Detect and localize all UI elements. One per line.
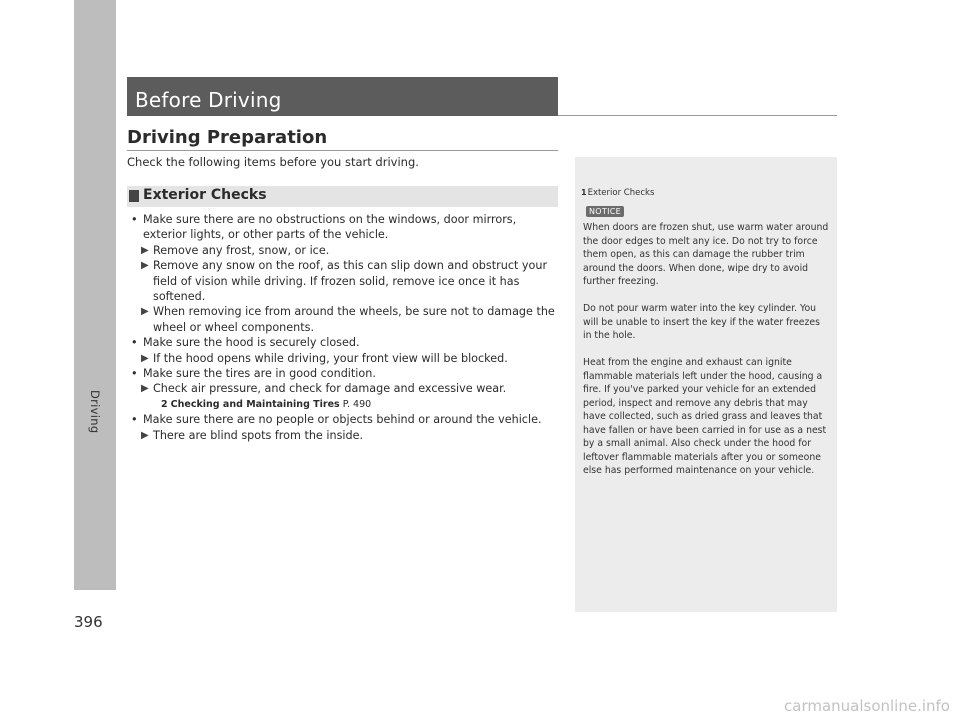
list-item: • Make sure the tires are in good condition.	[131, 367, 376, 381]
list-item: • Make sure there are no obstructions on the windows, door mirrors, exterior lights, or other parts of the vehicle.	[131, 213, 517, 242]
arrow-right-icon: ▶	[141, 306, 149, 318]
arrow-right-icon: ▶	[141, 429, 149, 441]
notice-badge: NOTICE	[586, 206, 624, 217]
list-item: • Make sure the hood is securely closed.	[131, 336, 360, 350]
page-number: 396	[74, 613, 103, 631]
side-tab	[74, 0, 116, 590]
side-note-paragraph: When doors are frozen shut, use warm water around the door edges to melt any ice. Do not try to force them open, as this can damage the rubber trim around the doors. When done, wipe dry to avoid further freezing.	[583, 222, 829, 287]
sub-item: ▶ When removing ice from around the wheels, be sure not to damage the wheel or wheel components.	[141, 305, 555, 334]
sub-item: ▶ Check air pressure, and check for damage and excessive wear.	[141, 382, 507, 396]
arrow-right-icon: ▶	[141, 244, 149, 256]
bullet-icon: •	[131, 367, 138, 381]
side-note-heading: 1Exterior Checks	[581, 188, 655, 198]
side-note-panel	[575, 157, 837, 612]
arrow-right-icon: ▶	[141, 352, 149, 364]
list-item: • Make sure there are no people or objects behind or around the vehicle.	[131, 413, 542, 427]
sub-item: ▶ There are blind spots from the inside.	[141, 428, 364, 442]
square-icon	[129, 190, 139, 202]
bullet-icon: •	[131, 336, 138, 350]
section-rule	[127, 150, 558, 151]
side-note-paragraph: Do not pour warm water into the key cylinder. You will be unable to insert the key if the water freezes in the hole.	[583, 303, 820, 341]
side-note-paragraph: Heat from the engine and exhaust can ignite flammable materials left under the hood, causing a fire. If you've parked your vehicle for an extended period, inspect and remove any debris that may have collected, such as dried grass and leaves that have fallen or have been carried in for use as a nest by a small animal. Also check under the hood for leftover flammable materials after you or someone else has performed maintenance on your vehicle.	[583, 357, 827, 476]
arrow-right-icon: ▶	[141, 383, 149, 395]
subsection-header	[127, 186, 558, 207]
checklist	[127, 212, 563, 443]
chapter-title: Before Driving	[135, 88, 282, 112]
side-note-body	[583, 221, 831, 478]
cross-reference-link[interactable]: 2 Checking and Maintaining Tires P. 490	[161, 398, 372, 410]
intro-text: Check the following items before you start driving.	[127, 155, 419, 169]
sub-item: ▶ If the hood opens while driving, your front view will be blocked.	[141, 351, 508, 365]
side-tab-label: Driving	[88, 390, 102, 434]
chapter-title-bar	[127, 77, 558, 116]
bullet-icon: •	[131, 213, 138, 226]
reference-icon: 2	[161, 398, 168, 410]
footer-watermark: carmanualsonline.info	[784, 697, 950, 715]
sub-item: ▶ Remove any frost, snow, or ice.	[141, 243, 330, 257]
bullet-icon: •	[131, 413, 138, 427]
sub-item: ▶ Remove any snow on the roof, as this can slip down and obstruct your field of vision while driving. If frozen solid, remove ice once it has softened.	[141, 259, 548, 304]
title-rule	[558, 115, 837, 116]
subsection-title: Exterior Checks	[143, 187, 267, 203]
arrow-right-icon: ▶	[141, 260, 149, 272]
section-title: Driving Preparation	[127, 127, 328, 148]
